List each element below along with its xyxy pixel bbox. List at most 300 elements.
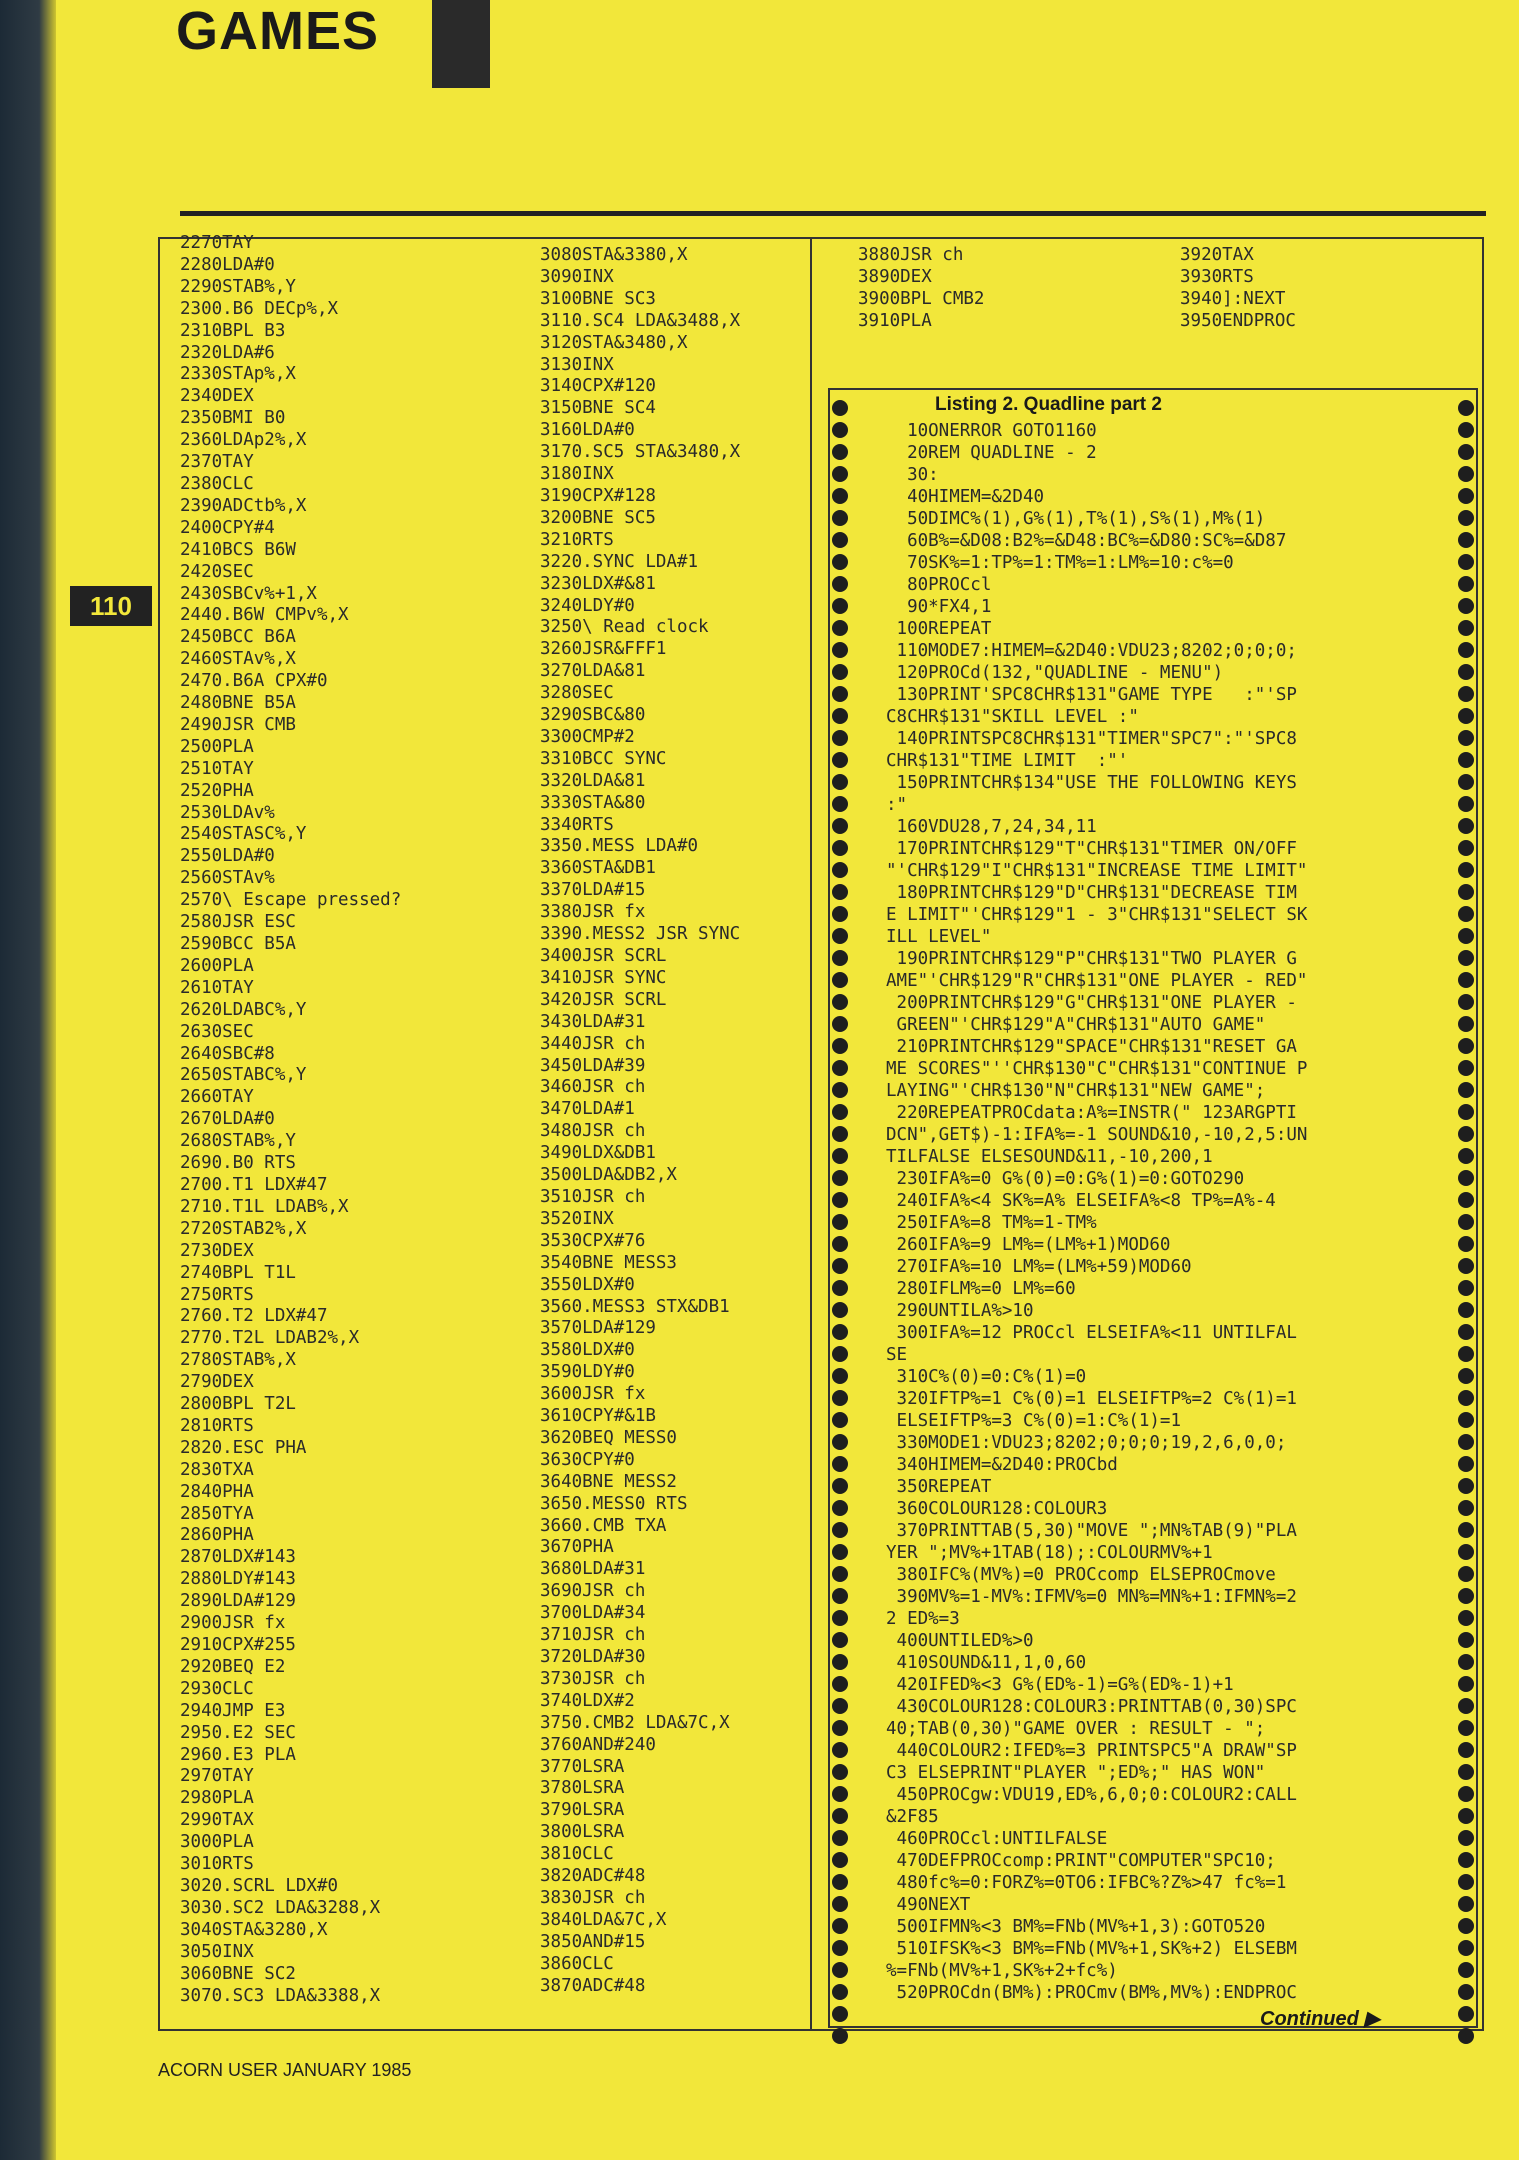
code-line: 3940]:NEXT (1180, 288, 1286, 309)
listing-line: 380IFC%(MV%)=0 PROCcomp ELSEPROCmove (886, 1565, 1276, 1585)
code-line: 2970TAY (180, 1766, 254, 1787)
listing-title: Listing 2. Quadline part 2 (935, 394, 1162, 415)
feed-hole (832, 1412, 848, 1428)
code-line: 3690JSR ch (540, 1581, 646, 1602)
listing-line: 400UNTILED%>0 (886, 1631, 1034, 1651)
code-line: 3630CPY#0 (540, 1449, 635, 1470)
code-line: 2620LDABC%,Y (180, 999, 307, 1020)
code-line: 2470.B6A CPX#0 (180, 671, 328, 692)
code-line: 3080STA&3380,X (540, 245, 688, 265)
code-line: 2290STAB%,Y (180, 276, 296, 297)
code-line: 3220.SYNC LDA#1 (540, 551, 699, 572)
listing-line: 60B%=&D08:B2%=&D48:BC%=&D80:SC%=&D87 (886, 531, 1287, 551)
feed-hole (832, 1346, 848, 1362)
feed-hole (832, 752, 848, 768)
feed-hole (832, 884, 848, 900)
listing-line: 340HIMEM=&2D40:PROCbd (886, 1455, 1118, 1475)
code-line: 2910CPX#255 (180, 1635, 296, 1655)
code-line: 3450LDA#39 (540, 1055, 646, 1076)
feed-hole (832, 708, 848, 724)
listing-line: SE (886, 1345, 908, 1365)
code-line: 3660.CMB TXA (540, 1515, 667, 1536)
listing-line: 20REM QUADLINE - 2 (886, 443, 1097, 463)
code-line: 3320LDA&81 (540, 770, 646, 791)
listing-line: 190PRINTCHR$129"P"CHR$131"TWO PLAYER G (886, 949, 1297, 969)
listing-line: &2F85 (886, 1807, 939, 1827)
code-line: 3650.MESS0 RTS (540, 1493, 688, 1514)
feed-hole (832, 554, 848, 570)
code-column-3 (858, 245, 984, 333)
feed-hole (1458, 1368, 1474, 1384)
listing-line: 520PROCdn(BM%):PROCmv(BM%,MV%):ENDPROC (886, 1983, 1297, 2003)
feed-hole (1458, 1720, 1474, 1736)
feed-hole (832, 1016, 848, 1032)
code-line: 2880LDY#143 (180, 1569, 296, 1590)
code-line: 2550LDA#0 (180, 846, 275, 867)
tractor-feed-holes-right (1456, 390, 1476, 2026)
listing-line: 460PROCcl:UNTILFALSE (886, 1829, 1108, 1849)
code-line: 3000PLA (180, 1832, 254, 1853)
code-line: 3500LDA&DB2,X (540, 1165, 677, 1186)
feed-hole (1458, 1082, 1474, 1098)
code-line: 3640BNE MESS2 (540, 1471, 677, 1492)
code-line: 2830TXA (180, 1459, 254, 1480)
code-line: 2380CLC (180, 473, 254, 494)
code-line: 3520INX (540, 1208, 614, 1229)
code-line: 3300CMP#2 (540, 726, 635, 747)
code-line: 2760.T2 LDX#47 (180, 1306, 328, 1327)
code-line: 3440JSR ch (540, 1033, 646, 1054)
code-line: 3930RTS (1180, 266, 1254, 287)
feed-hole (832, 818, 848, 834)
listing-line: 40;TAB(0,30)"GAME OVER : RESULT - "; (886, 1719, 1266, 1739)
feed-hole (832, 488, 848, 504)
code-line: 3340RTS (540, 814, 614, 835)
listing-line: YER ";MV%+1TAB(18);:COLOURMV%+1 (886, 1543, 1213, 1563)
feed-hole (1458, 708, 1474, 724)
listing-line: 50DIMC%(1),G%(1),T%(1),S%(1),M%(1) (886, 509, 1266, 529)
code-line: 3700LDA#34 (540, 1603, 646, 1624)
listing-line: 100REPEAT (886, 619, 992, 639)
feed-hole (1458, 532, 1474, 548)
listing-line: 70SK%=1:TP%=1:TM%=1:LM%=10:c%=0 (886, 553, 1234, 573)
feed-hole (832, 1940, 848, 1956)
code-line: 3050INX (180, 1941, 254, 1962)
listing-line: 180PRINTCHR$129"D"CHR$131"DECREASE TIM (886, 883, 1297, 903)
listing-line: 510IFSK%<3 BM%=FNb(MV%+1,SK%+2) ELSEBM (886, 1939, 1297, 1959)
listing-line: 200PRINTCHR$129"G"CHR$131"ONE PLAYER - (886, 993, 1297, 1013)
feed-hole (832, 642, 848, 658)
feed-hole (1458, 840, 1474, 856)
feed-hole (1458, 1148, 1474, 1164)
listing-line: DCN",GET$)-1:IFA%=-1 SOUND&10,-10,2,5:UN (886, 1125, 1308, 1145)
code-line: 3250\ Read clock (540, 617, 709, 638)
code-line: 2670LDA#0 (180, 1109, 275, 1130)
code-line: 3330STA&80 (540, 792, 646, 813)
feed-hole (1458, 972, 1474, 988)
code-line: 3570LDA#129 (540, 1318, 656, 1339)
code-line: 3810CLC (540, 1844, 614, 1865)
feed-hole (832, 1544, 848, 1560)
feed-hole (832, 532, 848, 548)
feed-hole (832, 1786, 848, 1802)
feed-hole (1458, 642, 1474, 658)
header-rule (180, 211, 1486, 216)
code-line: 2330STAp%,X (180, 364, 296, 385)
feed-hole (832, 862, 848, 878)
listing-line: ME SCORES"''CHR$130"C"CHR$131"CONTINUE P (886, 1059, 1308, 1079)
section-title: GAMES (176, 1, 380, 61)
code-line: 3170.SC5 STA&3480,X (540, 442, 741, 463)
feed-hole (1458, 796, 1474, 812)
column-divider (810, 237, 812, 2029)
feed-hole (1458, 1698, 1474, 1714)
code-line: 2490JSR CMB (180, 714, 296, 735)
code-line: 3400JSR SCRL (540, 946, 667, 966)
feed-hole (1458, 2006, 1474, 2022)
code-line: 3580LDX#0 (540, 1340, 635, 1361)
feed-hole (832, 1214, 848, 1230)
code-line: 2950.E2 SEC (180, 1722, 296, 1743)
feed-hole (1458, 510, 1474, 526)
code-line: 3070.SC3 LDA&3388,X (180, 1985, 381, 2006)
code-line: 3100BNE SC3 (540, 288, 656, 309)
code-line: 3290SBC&80 (540, 705, 646, 726)
feed-hole (1458, 1258, 1474, 1274)
feed-hole (832, 1852, 848, 1868)
code-line: 3020.SCRL LDX#0 (180, 1875, 339, 1896)
feed-hole (1458, 994, 1474, 1010)
feed-hole (832, 576, 848, 592)
feed-hole (1458, 1896, 1474, 1912)
feed-hole (832, 1258, 848, 1274)
code-line: 3880JSR ch (858, 245, 964, 265)
code-line: 2600PLA (180, 955, 254, 976)
code-line: 2770.T2L LDAB2%,X (180, 1328, 360, 1349)
listing-line: 300IFA%=12 PROCcl ELSEIFA%<11 UNTILFAL (886, 1323, 1297, 1343)
feed-hole (832, 1500, 848, 1516)
feed-hole (1458, 1412, 1474, 1428)
code-line: 3860CLC (540, 1953, 614, 1974)
code-column-4 (1180, 245, 1296, 333)
feed-hole (1458, 818, 1474, 834)
feed-hole (832, 1456, 848, 1472)
feed-hole (832, 1104, 848, 1120)
code-line: 3720LDA#30 (540, 1647, 646, 1667)
feed-hole (1458, 400, 1474, 416)
feed-hole (832, 730, 848, 746)
code-line: 2990TAX (180, 1810, 254, 1831)
code-line: 3750.CMB2 LDA&7C,X (540, 1712, 730, 1733)
listing-line: LAYING"'CHR$130"N"CHR$131"NEW GAME"; (886, 1081, 1266, 1101)
code-line: 2410BCS B6W (180, 539, 296, 560)
code-line: 2450BCC B6A (180, 627, 296, 648)
feed-hole (832, 1676, 848, 1692)
feed-hole (832, 620, 848, 636)
feed-hole (832, 1632, 848, 1648)
feed-hole (1458, 1522, 1474, 1538)
feed-hole (1458, 1808, 1474, 1824)
listing-line: 390MV%=1-MV%:IFMV%=0 MN%=MN%+1:IFMN%=2 (886, 1587, 1297, 1607)
listing-line: 160VDU28,7,24,34,11 (886, 817, 1097, 837)
code-line: 2860PHA (180, 1525, 254, 1546)
feed-hole (1458, 620, 1474, 636)
code-line: 3110.SC4 LDA&3488,X (540, 310, 741, 331)
code-line: 3590LDY#0 (540, 1362, 635, 1383)
feed-hole (1458, 1632, 1474, 1648)
code-line: 2510TAY (180, 758, 254, 779)
code-line: 3270LDA&81 (540, 661, 646, 682)
feed-hole (832, 1236, 848, 1252)
listing-line: 210PRINTCHR$129"SPACE"CHR$131"RESET GA (886, 1037, 1297, 1057)
feed-hole (1458, 1346, 1474, 1362)
code-line: 2890LDA#129 (180, 1591, 296, 1612)
feed-hole (1458, 1236, 1474, 1252)
code-line: 3620BEQ MESS0 (540, 1427, 677, 1448)
feed-hole (832, 1962, 848, 1978)
feed-hole (1458, 1126, 1474, 1142)
feed-hole (1458, 862, 1474, 878)
feed-hole (832, 400, 848, 416)
listing-line: 440COLOUR2:IFED%=3 PRINTSPC5"A DRAW"SP (886, 1741, 1297, 1761)
feed-hole (1458, 1918, 1474, 1934)
code-line: 2270TAY (180, 233, 254, 253)
code-line: 3160LDA#0 (540, 420, 635, 441)
code-line: 3030.SC2 LDA&3288,X (180, 1897, 381, 1918)
feed-hole (1458, 1676, 1474, 1692)
feed-hole (832, 972, 848, 988)
code-line: 3240LDY#0 (540, 595, 635, 616)
code-line: 2590BCC B5A (180, 934, 296, 954)
feed-hole (1458, 1280, 1474, 1296)
code-line: 3420JSR SCRL (540, 989, 667, 1010)
listing-line: 2 ED%=3 (886, 1609, 960, 1629)
feed-hole (832, 2006, 848, 2022)
listing-line: E LIMIT"'CHR$129"1 - 3"CHR$131"SELECT SK (886, 905, 1308, 925)
code-line: 3800LSRA (540, 1822, 625, 1843)
feed-hole (832, 598, 848, 614)
feed-hole (1458, 1038, 1474, 1054)
listing-line: 360COLOUR128:COLOUR3 (886, 1499, 1108, 1519)
code-line: 2850TYA (180, 1503, 254, 1524)
listing-line: 240IFA%<4 SK%=A% ELSEIFA%<8 TP%=A%-4 (886, 1191, 1276, 1211)
listing-line: AME"'CHR$129"R"CHR$131"ONE PLAYER - RED" (886, 971, 1308, 991)
feed-hole (1458, 1104, 1474, 1120)
code-line: 2390ADCtb%,X (180, 495, 307, 516)
code-line: 3610CPY#&1B (540, 1406, 656, 1427)
feed-hole (832, 1082, 848, 1098)
feed-hole (1458, 1940, 1474, 1956)
feed-hole (832, 1654, 848, 1670)
feed-hole (1458, 1566, 1474, 1582)
feed-hole (1458, 1610, 1474, 1626)
code-line: 3600JSR fx (540, 1384, 646, 1405)
feed-hole (1458, 554, 1474, 570)
code-line: 2460STAv%,X (180, 649, 296, 670)
feed-hole (1458, 466, 1474, 482)
listing-line: 280IFLM%=0 LM%=60 (886, 1279, 1076, 1299)
feed-hole (832, 1038, 848, 1054)
feed-hole (1458, 686, 1474, 702)
feed-hole (1458, 1654, 1474, 1670)
code-line: 3710JSR ch (540, 1625, 646, 1646)
code-line: 3870ADC#48 (540, 1975, 646, 1996)
code-line: 3670PHA (540, 1537, 614, 1558)
code-line: 2660TAY (180, 1087, 254, 1108)
code-line: 3490LDX&DB1 (540, 1143, 656, 1164)
listing-line: C3 ELSEPRINT"PLAYER ";ED%;" HAS WON" (886, 1763, 1266, 1783)
feed-hole (1458, 1874, 1474, 1890)
code-column-1 (180, 233, 401, 2007)
code-line: 2730DEX (180, 1240, 254, 1261)
listing-line: C8CHR$131"SKILL LEVEL :" (886, 707, 1139, 727)
code-line: 2480BNE B5A (180, 693, 296, 714)
code-line: 3180INX (540, 464, 614, 485)
code-line: 3890DEX (858, 266, 932, 287)
feed-hole (1458, 1302, 1474, 1318)
code-line: 2520PHA (180, 780, 254, 801)
feed-hole (832, 1566, 848, 1582)
listing-line: 320IFTP%=1 C%(0)=1 ELSEIFTP%=2 C%(1)=1 (886, 1389, 1297, 1409)
feed-hole (1458, 906, 1474, 922)
listing-line: 250IFA%=8 TM%=1-TM% (886, 1213, 1097, 1233)
code-line: 3770LSRA (540, 1756, 625, 1777)
feed-hole (832, 1610, 848, 1626)
code-line: 3830JSR ch (540, 1887, 646, 1908)
feed-hole (1458, 884, 1474, 900)
code-line: 3380JSR fx (540, 902, 646, 923)
feed-hole (1458, 1742, 1474, 1758)
code-line: 3430LDA#31 (540, 1011, 646, 1032)
code-line: 3780LSRA (540, 1778, 625, 1799)
code-line: 3310BCC SYNC (540, 748, 667, 769)
code-line: 2400CPY#4 (180, 517, 275, 538)
listing-line: CHR$131"TIME LIMIT :"' (886, 751, 1129, 771)
listing-line: 10ONERROR GOTO1160 (886, 421, 1097, 441)
code-line: 3190CPX#128 (540, 485, 656, 506)
feed-hole (1458, 1456, 1474, 1472)
code-line: 3740LDX#2 (540, 1690, 635, 1711)
code-line: 3360STA&DB1 (540, 858, 656, 879)
code-line: 2580JSR ESC (180, 912, 296, 933)
code-line: 3460JSR ch (540, 1077, 646, 1098)
code-line: 3260JSR&FFF1 (540, 639, 667, 660)
code-line: 2530LDAv% (180, 802, 275, 823)
feed-hole (832, 1148, 848, 1164)
feed-hole (832, 1830, 848, 1846)
code-line: 3840LDA&7C,X (540, 1909, 667, 1930)
feed-hole (832, 774, 848, 790)
code-line: 3280SEC (540, 683, 614, 704)
listing-line: 110MODE7:HIMEM=&2D40:VDU23;8202;0;0;0; (886, 641, 1297, 661)
listing-line: 270IFA%=10 LM%=(LM%+59)MOD60 (886, 1257, 1192, 1277)
listing-line: ELSEIFTP%=3 C%(0)=1:C%(1)=1 (886, 1411, 1182, 1431)
feed-hole (832, 444, 848, 460)
feed-hole (1458, 1170, 1474, 1186)
magazine-spine (0, 0, 56, 2160)
feed-hole (832, 1280, 848, 1296)
code-line: 3760AND#240 (540, 1734, 656, 1755)
feed-hole (832, 1720, 848, 1736)
feed-hole (1458, 774, 1474, 790)
code-line: 3060BNE SC2 (180, 1963, 296, 1984)
page-number: 110 (70, 586, 152, 626)
code-line: 2560STAv% (180, 868, 275, 889)
code-line: 2340DEX (180, 386, 254, 407)
feed-hole (1458, 1390, 1474, 1406)
listing-line: 450PROCgw:VDU19,ED%,6,0;0:COLOUR2:CALL (886, 1785, 1297, 1805)
code-line: 3480JSR ch (540, 1121, 646, 1142)
feed-hole (832, 1742, 848, 1758)
code-line: 2840PHA (180, 1481, 254, 1502)
code-line: 3950ENDPROC (1180, 310, 1296, 331)
feed-hole (1458, 2028, 1474, 2044)
feed-hole (832, 1324, 848, 1340)
feed-hole (1458, 1214, 1474, 1230)
listing-line: 30: (886, 465, 939, 485)
code-column-2 (540, 245, 740, 1998)
listing-line: :" (886, 795, 908, 815)
feed-hole (1458, 1764, 1474, 1780)
feed-hole (832, 510, 848, 526)
code-line: 3510JSR ch (540, 1186, 646, 1207)
listing-line: "'CHR$129"I"CHR$131"INCREASE TIME LIMIT" (886, 861, 1308, 881)
code-line: 3560.MESS3 STX&DB1 (540, 1296, 730, 1317)
code-line: 3540BNE MESS3 (540, 1252, 677, 1273)
code-line: 3150BNE SC4 (540, 398, 656, 419)
feed-hole (1458, 1434, 1474, 1450)
feed-hole (1458, 1852, 1474, 1868)
listing-line: 310C%(0)=0:C%(1)=0 (886, 1367, 1087, 1387)
code-line: 2370TAY (180, 452, 254, 473)
listing-line: 410SOUND&11,1,0,60 (886, 1653, 1087, 1673)
feed-hole (1458, 664, 1474, 680)
listing-line: 130PRINT'SPC8CHR$131"GAME TYPE :"'SP (886, 685, 1297, 705)
feed-hole (1458, 1830, 1474, 1846)
feed-hole (1458, 1324, 1474, 1340)
code-line: 2540STASC%,Y (180, 824, 307, 845)
feed-hole (832, 1764, 848, 1780)
code-line: 2710.T1L LDAB%,X (180, 1196, 349, 1217)
code-line: 2740BPL T1L (180, 1262, 296, 1283)
code-line: 2790DEX (180, 1372, 254, 1393)
code-line: 3090INX (540, 266, 614, 287)
code-line: 2700.T1 LDX#47 (180, 1174, 328, 1195)
feed-hole (1458, 1500, 1474, 1516)
code-line: 2430SBCv%+1,X (180, 583, 317, 604)
listing-line: 490NEXT (886, 1895, 971, 1915)
feed-hole (1458, 1544, 1474, 1560)
feed-hole (832, 664, 848, 680)
feed-hole (1458, 928, 1474, 944)
listing-line: 500IFMN%<3 BM%=FNb(MV%+1,3):GOTO520 (886, 1917, 1266, 1937)
feed-hole (832, 840, 848, 856)
feed-hole (832, 950, 848, 966)
feed-hole (1458, 1192, 1474, 1208)
feed-hole (832, 1434, 848, 1450)
feed-hole (832, 1522, 848, 1538)
listing-line: 470DEFPROCcomp:PRINT"COMPUTER"SPC10; (886, 1851, 1276, 1871)
code-line: 2310BPL B3 (180, 320, 286, 341)
code-line: 3370LDA#15 (540, 880, 646, 901)
code-line: 2440.B6W CMPv%,X (180, 605, 349, 626)
feed-hole (1458, 488, 1474, 504)
feed-hole (832, 422, 848, 438)
code-line: 3850AND#15 (540, 1931, 646, 1952)
listing-line: 430COLOUR128:COLOUR3:PRINTTAB(0,30)SPC (886, 1697, 1297, 1717)
feed-hole (1458, 730, 1474, 746)
listing-line: 330MODE1:VDU23;8202;0;0;0;19,2,6,0,0; (886, 1433, 1287, 1453)
